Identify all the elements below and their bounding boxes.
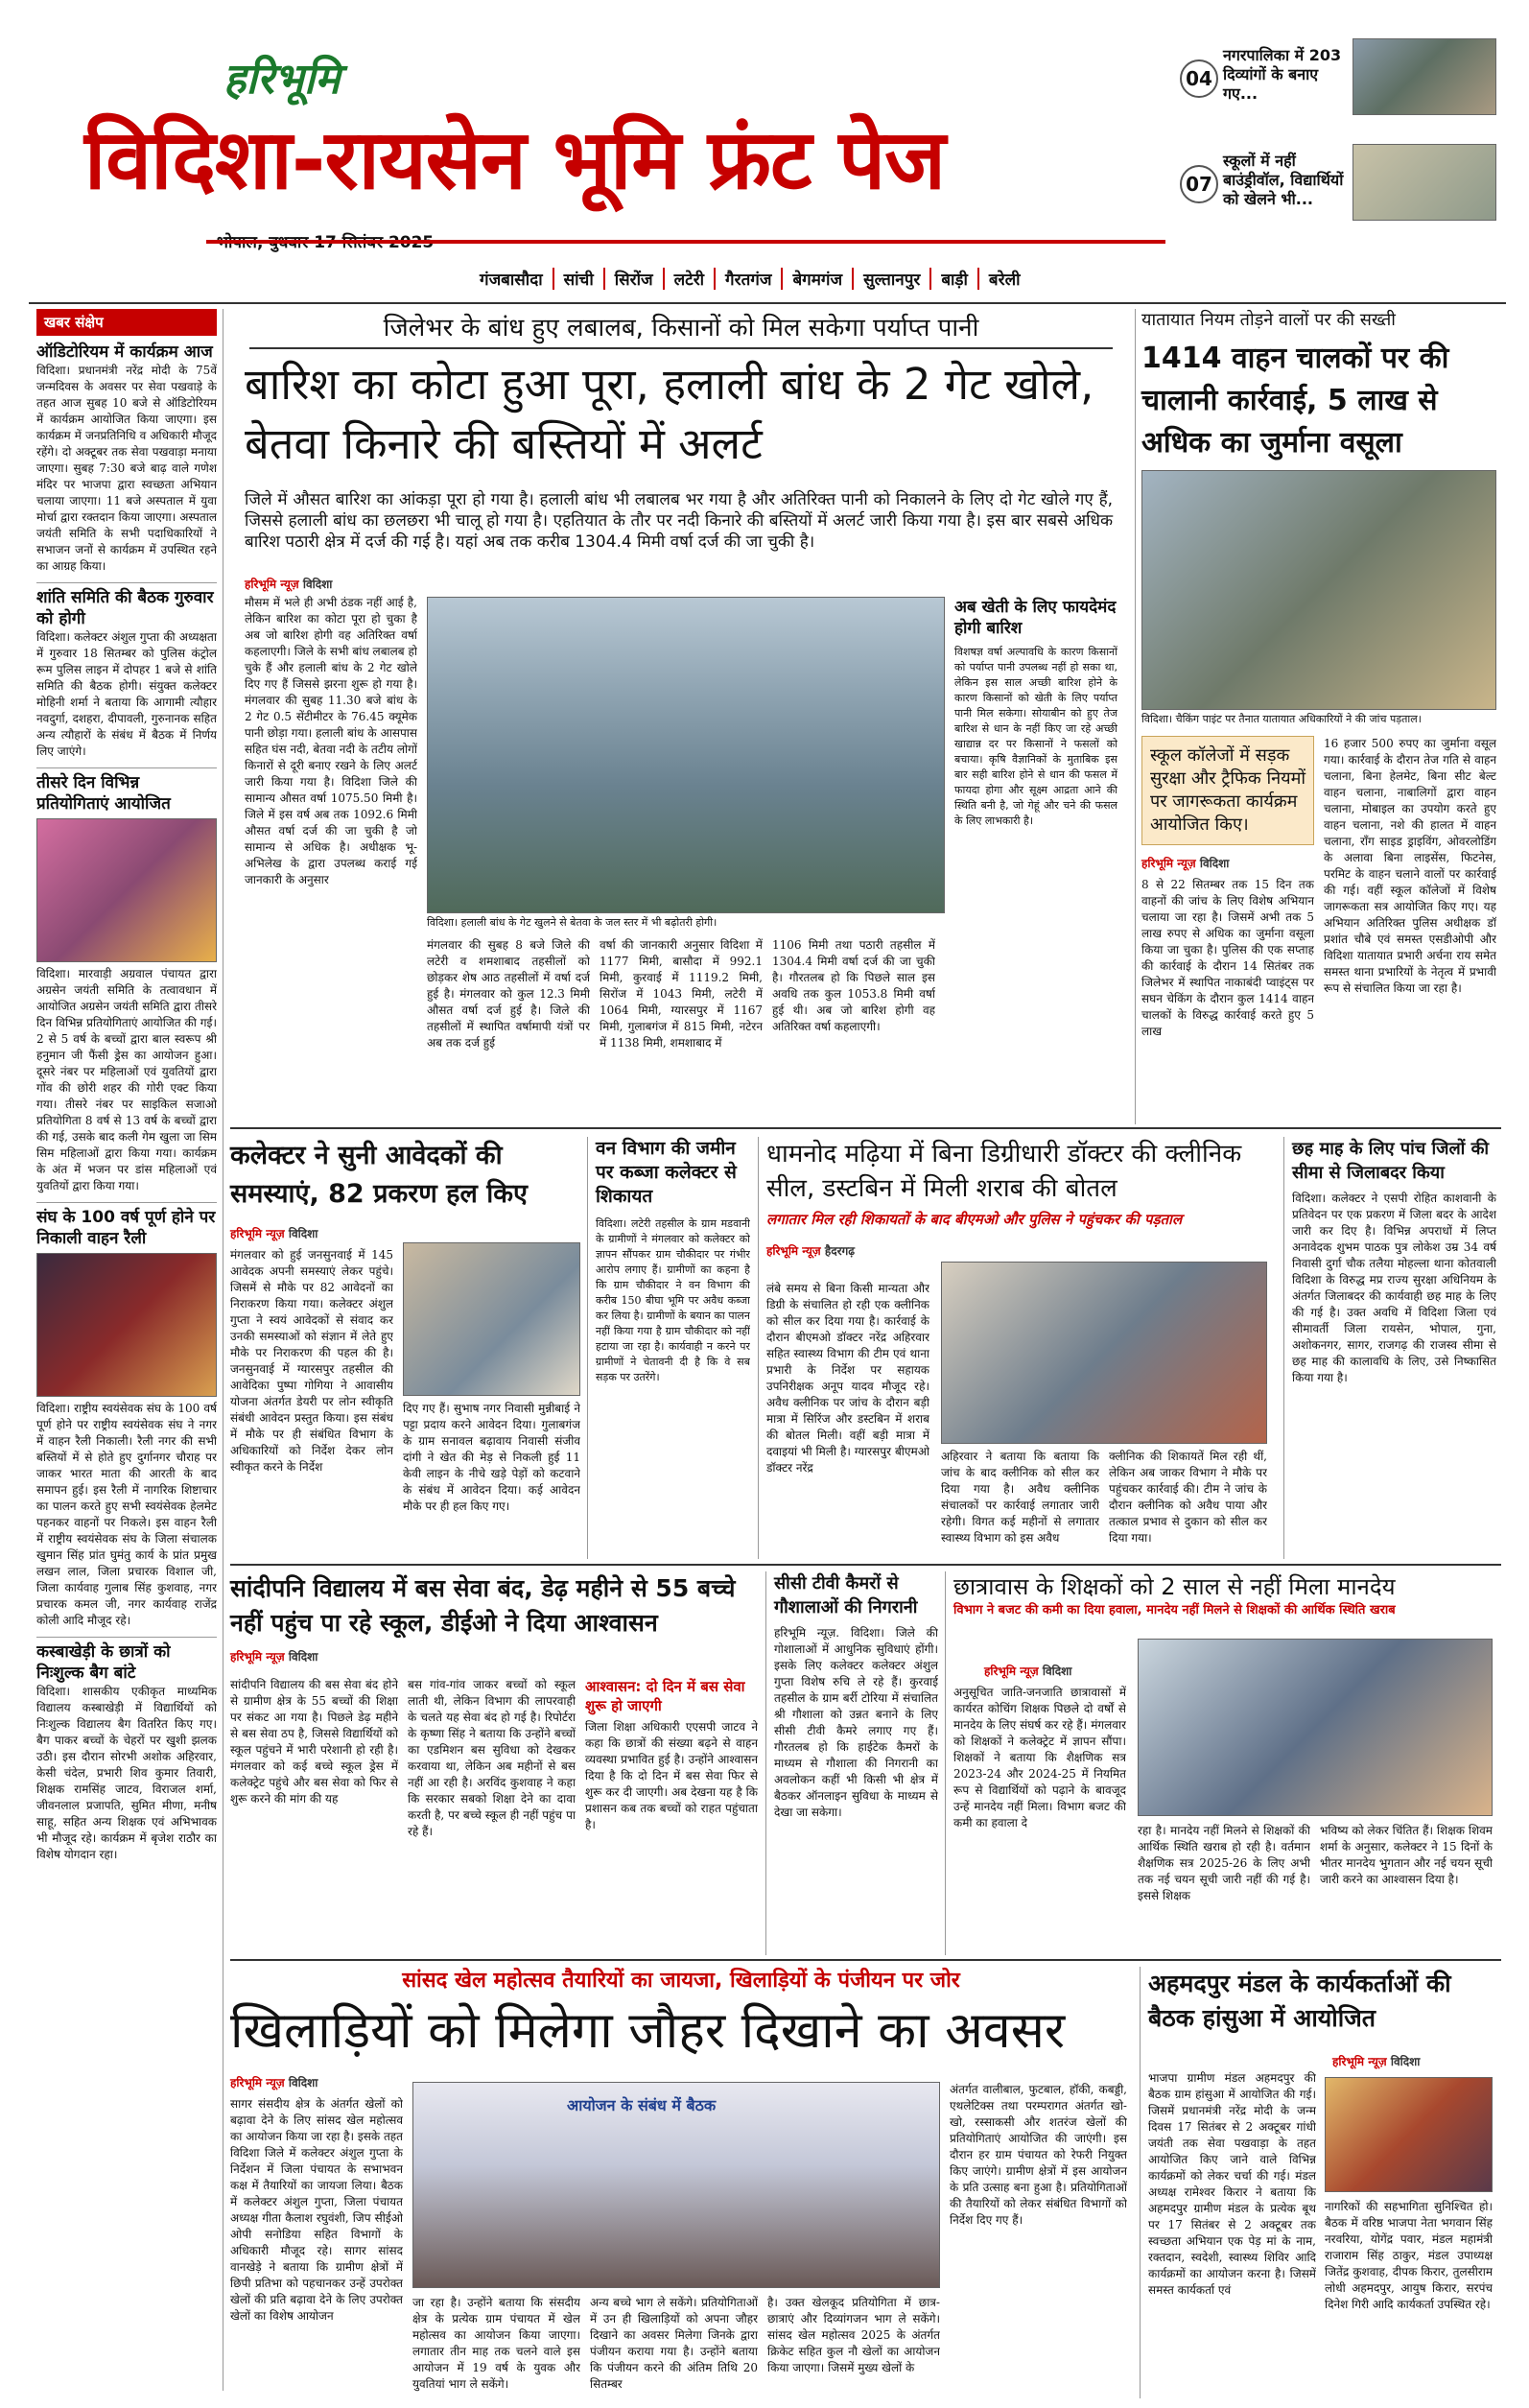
lead-intro: जिले में औसत बारिश का आंकड़ा पूरा हो गया है। हलाली बांध भी लबालब भर गया है और अतिरिक्त पानी को निकालने के लिए दो गेट खोले गए हैं, जिससे हलाली बांध का छलछरा भी चालू हो गया है। एहतियात के तौर पर नदी किनारे की बस्तियों में अलर्ट जारी किया गया है। इस बार सबसे अधिक बारिश पठारी क्षेत्र में दर्ज की गई है। यहां अब तक करीब 1304.4 मिमी वर्षा दर्ज की जा चुकी है। xyxy=(245,490,1113,552)
sidebar-item-3-body: विदिशा। मारवाड़ी अग्रवाल पंचायत द्वारा अग्रसेन जयंती समिति के तत्वावधान में आयोजित अग्रसेन जयंती समिति द्वारा तीसरे दिन विभिन्न प्रतियोगिताएं आयोजित की गई। 2 से 5 वर्ष के बच्चों द्वारा बाल स्वरूप श्री हनुमान जी फैंसी ड्रेस का आयोजन हुआ। दूसरे नंबर पर महिलाओं एवं युवतियों द्वारा गोंव की छोरी शहर की गोरी एक्ट किया गया। तीसरे नंबर पर साइकिल सजाओ प्रतियोगिता 8 वर्ष से 13 वर्ष के बच्चों द्वारा की गई, उसके बाद कली गेम खुला जा सिम सिम महिलाओं द्वारा किया गया। कार्यक्रम के अंत में भजन पर डांस महिलाओं एवं युवतियों द्वारा किया गया। xyxy=(36,967,217,1192)
forest-story xyxy=(587,1137,750,1559)
sidebar-tag: खबर संक्षेप xyxy=(36,309,217,336)
hostel-story xyxy=(945,1571,1496,1955)
lead-col1: मौसम में भले ही अभी ठंडक नहीं आई है, लेकिन बारिश का कोटा पूरा हो चुका है अब जो बारिश होगी वह अतिरिक्त वर्षा कहलाएगी। जिले के सभी बांध लबालब हो चुके हैं और हलाली बांध के 2 गेट खोले दिए गए हैं जिससे झरना शुरू हो गया है। मंगलवार की सुबह 11.30 बजे बांध के 2 गेट 0.5 सेंटीमीटर के 76.45 क्यूमेक पानी छोड़ा गया। हलाली बांध के आसपास सहित घंस नदी, बेतवा नदी के तटीय लोगों किनारों से दूरी बनाए रखने के लिए अलर्ट जारी किया गया है। विदिशा जिले की सामान्य औसत वर्षा 1075.50 मिमी है। जिले में इस वर्ष अब तक 1092.6 मिमी औसत वर्षा दर्ज की जा चुकी है जो सामान्य से अधिक है। अधीक्षक भू-अभिलेख के द्वारा उपलब्ध कराई गई जानकारी के अनुसार xyxy=(245,596,417,886)
teaser-2-photo xyxy=(1353,144,1496,221)
lead-col4: 1106 मिमी तथा पठारी तहसील में 1304.4 मिमी वर्षा दर्ज की जा चुकी है। गौरतलब हो कि पिछले साल इस अवधि तक कुल 1053.8 मिमी वर्षा हुई थी। अब जो बारिश होगी वह अतिरिक्त वर्षा कहलाएगी। xyxy=(772,938,935,1033)
bus-box-head: आश्वासन: दो दिन में बस सेवा शुरू हो जाएगी xyxy=(585,1678,745,1714)
row2-rule xyxy=(230,1127,1501,1129)
nav-item-gairatganj[interactable]: गैरतगंज xyxy=(716,268,783,290)
sidebar-photo-1 xyxy=(36,818,217,962)
nav-item-lateri[interactable]: लटेरी xyxy=(665,268,716,290)
hostel-byline-label: हरिभूमि न्यूज़ xyxy=(984,1664,1039,1678)
bus-story xyxy=(230,1571,758,1955)
sidebar-item-1-body: विदिशा। प्रधानमंत्री नरेंद्र मोदी के 75वें जन्मदिवस के अवसर पर सेवा पखवाड़े के तहत आज सुबह 10 बजे से ऑडिटोरियम में कार्यक्रम आयोजित किया जाएगा। इस कार्यक्रम में जनप्रतिनिधि व अधिकारी मौजूद रहेंगे। दो अक्टूबर तक सेवा पखवाड़ा मनाया जाएगा। सुबह 7:30 बजे बाढ़ वाले गणेश मंदिर पर भाजपा द्वारा स्वच्छता अभियान चलाया जाएगा। 11 बजे अस्पताल में युवा मोर्चा द्वारा रक्तदान किया जाएगा। अस्पताल जयंती समिति के सभी पदाधिकारियों ने सभाजन जनों से कार्यक्रम में उपस्थित रहने का आग्रह किया। xyxy=(36,364,217,573)
bus-col1: सांदीपनि विद्यालय की बस सेवा बंद होने से ग्रामीण क्षेत्र के 55 बच्चों की शिक्षा पर संकट आ गया है। पिछले डेढ़ महीने से बस सेवा ठप है, जिससे विद्यार्थियों को स्कूल पहुंचने में भारी परेशानी हो रही है। मंगलवार को कई बच्चे स्कूल ड्रेस में कलेक्ट्रेट पहुंचे और बस सेवा को फिर से शुरू करने की मांग की यह xyxy=(230,1678,398,1806)
sidebar-item-3-head: तीसरे दिन विभिन्न प्रतियोगिताएं आयोजित xyxy=(36,773,171,814)
ahmadpur-story xyxy=(1140,1967,1496,2398)
row4-rule xyxy=(230,1959,1501,1961)
sports-story xyxy=(230,1967,1132,2398)
collector-byline-label: हरिभूमि न्यूज़ xyxy=(230,1227,285,1240)
sports-kicker: सांसद खेल महोत्सव तैयारियों का जायजा, खिलाड़ियों के पंजीयन पर जोर xyxy=(402,1969,960,1993)
doctor-sub: लगातार मिल रही शिकायतों के बाद बीएमओ और पुलिस ने पहुंचकर की पड़ताल xyxy=(766,1211,1183,1228)
traffic-byline-place: विदिशा xyxy=(1199,857,1230,870)
cctv-story xyxy=(765,1571,938,1955)
nav-item-ganjbasoda[interactable]: गंजबासौदा xyxy=(470,268,554,290)
doctor-col2: अहिरवार ने बताया कि बताया कि जांच के बाद क्लीनिक को सील कर दिया गया है। अवैध क्लीनिक संचालकों पर कार्रवाई लगातार जारी रहेगी। विगत कई महीनों से लगातार स्वास्थ्य विभाग को इस अवैध xyxy=(941,1450,1099,1545)
ahmadpur-photo xyxy=(1325,2077,1493,2192)
sports-banner: आयोजन के संबंध में बैठक xyxy=(567,2096,717,2114)
doctor-col3: क्लीनिक की शिकायतें मिल रही थीं, लेकिन अब जाकर विभाग ने मौके पर पहुंचकर कार्रवाई की। टीम ने जांच के दौरान क्लीनिक को अवैध पाया और तत्काल प्रभाव से दुकान को सील कर दिया गया। xyxy=(1109,1450,1267,1545)
sports-photo xyxy=(412,2082,940,2288)
collector-byline xyxy=(230,1225,580,1241)
lead-photo xyxy=(427,597,945,913)
doctor-byline-place: हैदरगढ़ xyxy=(824,1244,856,1258)
doctor-byline xyxy=(766,1242,1276,1259)
doctor-byline-label: हरिभूमि न्यूज़ xyxy=(766,1244,821,1258)
collector-byline-place: विदिशा xyxy=(288,1227,318,1240)
nav-item-sultanpur[interactable]: सुल्तानपुर xyxy=(854,268,931,290)
sixmonth-body: विदिशा। कलेक्टर ने एसपी रोहित काशवानी के प्रतिवेदन पर एक प्रकरण में जिला बदर के आदेश जारी कर दिए है। विभिन्न अपराधों में लिप्त अनावेदक शुभम पाठक पुत्र लोकेश उम्र 34 वर्ष निवासी दुर्गा चौक तलैया मोहल्ला थाना कोतवाली विदिशा के विरुद्ध मप्र राज्य सुरक्षा अधिनियम के अंतर्गत जिलाबदर की कार्यवाही छह माह के लिए की गई है। उक्त अवधि में विदिशा जिला एवं सीमावर्ती जिला रायसेन, भोपाल, गुना, अशोकनगर, सागर, राजगढ़ की राजस्व सीमा से छह माह की कालावधि के लिए, उसे निष्कासित किया गया है। xyxy=(1292,1192,1496,1384)
sports-col4: है। उक्त खेलकूद प्रतियोगिता में छात्र-छात्राएं और दिव्यांगजन भाग ले सकेंगे। सांसद खेल महोत्सव 2025 के अंतर्गत क्रिकेट सहित कुल नौ खेलों का आयोजन किया जाएगा। जिसमें मुख्य खेलों के xyxy=(767,2296,940,2374)
hostel-col2: रहा है। मानदेय नहीं मिलने से शिक्षकों की आर्थिक स्थिति खराब हो रही है। वर्तमान शैक्षणिक सत्र 2025-26 के लिए अभी तक नई चयन सूची जारी नहीं की गई है। इससे शिक्षक xyxy=(1138,1824,1310,1902)
teaser-1-num: 04 xyxy=(1180,59,1218,98)
ahmadpur-byline xyxy=(1332,2053,1420,2069)
forest-headline: वन विभाग की जमीन पर कब्जा कलेक्टर से शिकायत xyxy=(596,1138,737,1207)
bus-box xyxy=(585,1677,758,1950)
sidebar-item-4-head: संघ के 100 वर्ष पूर्ण होने पर निकाली वाहन रैली xyxy=(36,1208,216,1248)
forest-body: विदिशा। लटेरी तहसील के ग्राम मडवानी के ग्रामीणों ने मंगलवार को कलेक्टर को ज्ञापन सौंपकर ग्राम चौकीदार पर गंभीर आरोप लगाए हैं। ग्रामीणों का कहना है कि ग्राम चौकीदार ने वन विभाग की करीब 150 बीघा भूमि पर अवैध कब्जा कर लिया है। ग्रामीणों के बयान का पालन नहीं किया गया है ग्राम चौकीदार को नहीं हटाया जा रहा है। कार्यवाही न करने पर ग्रामीणों ने चेतावनी दी है कि वे सब सड़क पर उतरेंगे। xyxy=(596,1217,750,1383)
collector-story xyxy=(230,1137,580,1559)
lead-byline-place: विदिशा xyxy=(302,578,333,591)
hostel-byline-place: विदिशा xyxy=(1042,1664,1072,1678)
ahmadpur-byline-label: हरिभूमि न्यूज़ xyxy=(1332,2055,1387,2068)
teaser-2-num: 07 xyxy=(1180,165,1218,203)
ahmadpur-col1: भाजपा ग्रामीण मंडल अहमदपुर की बैठक ग्राम हांसुआ में आयोजित की गई। जिसमें प्रधानमंत्री नरेंद्र मोदी के जन्म दिवस 17 सितंबर से 2 अक्टूबर गांधी जयंती तक सेवा पखवाड़ा के तहत आयोजित किए जाने वाले विभिन्न कार्यक्रमों को लेकर चर्चा की गई। मंडल अध्यक्ष रामेश्वर किरार ने बताया कि अहमदपुर ग्रामीण मंडल के प्रत्येक बूथ पर 17 सितंबर से 2 अक्टूबर तक स्वच्छता अभियान एक पेड़ मां के नाम, रक्तदान, स्वदेशी, स्वास्थ्य शिविर आदि कार्यक्रमों का आयोजन करना है। जिसमें समस्त कार्यकर्ता एवं xyxy=(1148,2071,1316,2297)
lead-story xyxy=(230,309,1127,1120)
doctor-story xyxy=(758,1137,1276,1559)
collector-headline: कलेक्टर ने सुनी आवेदकों की समस्याएं, 82 प्रकरण हल किए xyxy=(230,1141,528,1209)
bus-byline-label: हरिभूमि न्यूज़ xyxy=(230,1650,285,1664)
teaser-2-text: स्कूलों में नहीं बाउंड्रीवॉल, विद्यार्थियों को खेलने भी... xyxy=(1223,152,1344,208)
lead-side-body: विशषज्ञ वर्षा अल्पावधि के कारण किसानों को पर्याप्त पानी उपलब्ध नहीं हो सका था, लेकिन इस साल अच्छी बारिश होने के कारण किसानों को खेती के लिए पर्याप्त पानी मिल सकेगा। सोयाबीन को हुए तेज बारिश से धान के नहीं किए जा रहे अच्छी खाद्यान्न दर पर किसानों ने फसलों को बचाया। कृषि वैज्ञानिकों के मुताबिक इस बार सही बारिश होने से धान की फसल में फायदा होगा और सूक्ष्म आद्रता आने की स्थिति बनी है, जो गेहूं और चने की फसल के लिए लाभकारी है। xyxy=(954,646,1117,827)
traffic-caption: विदिशा। चैकिंग पाइंट पर तैनात यातायात अधिकारियों ने की जांच पड़ताल। xyxy=(1141,713,1422,725)
teaser-1[interactable] xyxy=(1180,38,1516,125)
traffic-kicker: यातायात नियम तोड़ने वालों पर की सख्ती xyxy=(1141,310,1396,330)
masthead-logo: हरिभूमि xyxy=(223,55,341,104)
lead-side-head: अब खेती के लिए फायदेमंद होगी बारिश xyxy=(954,598,1117,638)
sidebar-item-5-body: विदिशा। शासकीय एकीकृत माध्यमिक विद्यालय कस्बाखेड़ी में विद्यार्थियों को निःशुल्क विद्यालय बैग वितरित किए गए। बैग पाकर बच्चों के चेहरों पर खुशी झलक उठी। इस दौरान सोरभी अशोक अहिरवार, केसी चंदेल, प्रभारी शिव कुमार तिवारी, शिक्षक रामसिंह जाटव, विराजल शर्मा, जीवनलाल प्रजापति, सुमित मीणा, मनीष साहू, सहित अन्य शिक्षक एवं अभिभावक भी मौजूद रहे। कार्यक्रम में बृजेश राठौर का विशेष योगदान रहा। xyxy=(36,1685,217,1861)
collector-body: मंगलवार को हुई जनसुनवाई में 145 आवेदक अपनी समस्याएं लेकर पहुंचे। जिसमें से मौके पर 82 आवेदनों का निराकरण किया गया। कलेक्टर अंशुल गुप्ता ने स्वयं आवेदकों से संवाद कर उनकी समस्याओं को संज्ञान में लेते हुए मौके पर निराकरण की पहल की है। जनसुनवाई में ग्यारसपुर तहसील की आवेदिका पुष्पा गोगिया ने आवासीय योजना अंतर्गत डेयरी पर लोन स्वीकृति संबंधी आवेदन प्रस्तुत किया। इस संबंध में मौके पर ही संबंधित विभाग के अधिकारियों को निर्देश देकर लोन स्वीकृत करने के निर्देश xyxy=(230,1248,393,1474)
sixmonth-headline: छह माह के लिए पांच जिलों की सीमा से जिलाबदर किया xyxy=(1292,1139,1490,1183)
traffic-photo xyxy=(1141,470,1496,710)
teaser-2[interactable] xyxy=(1180,144,1516,230)
traffic-byline xyxy=(1141,855,1314,871)
doctor-photo xyxy=(941,1262,1267,1444)
lead-byline xyxy=(245,576,332,592)
lead-kicker: जिलेभर के बांध हुए लबालब, किसानों को मिल सकेगा पर्याप्त पानी xyxy=(249,309,1113,349)
sports-col5: अंतर्गत वालीबाल, फुटबाल, हॉकी, कबड्डी, एथलेटिक्स तथा परम्परागत अंतर्गत खो-खो, रस्साकसी और शतरंज खेलों की प्रतियोगिताएं आयोजित की जाएंगी। इस दौरान हर ग्राम पंचायत को रेफरी नियुक्त किए जाएंगे। ग्रामीण क्षेत्रों में इस आयोजन के प्रति उत्साह बना हुआ है। प्रतियोगिताओं की तैयारियों को लेकर संबंधित विभागों को निर्देश दिए गए हैं। xyxy=(950,2083,1127,2227)
nav-bar xyxy=(470,259,1487,297)
sidebar-item-2-body: विदिशा। कलेक्टर अंशुल गुप्ता की अध्यक्षता में गुरुवार 18 सितम्बर को पुलिस कंट्रोल रूम पुलिस लाइन में दोपहर 1 बजे से शांति समिति की बैठक होगी। संयुक्त कलेक्टर मोहिनी शर्मा ने बताया कि आगामी त्यौहार नवदुर्गा, दशहरा, दीपावली, गुरुनानक सहित अन्य त्यौहारों के संबंध में बैठक में निर्णय लिए जाएंगे। xyxy=(36,630,217,758)
nav-item-sanchi[interactable]: सांची xyxy=(554,268,605,290)
hostel-headline: छात्रावास के शिक्षकों को 2 साल से नहीं मिला मानदेय xyxy=(953,1573,1396,1600)
sidebar-item-1-head: ऑडिटोरियम में कार्यक्रम आज xyxy=(36,342,213,362)
sports-headline: खिलाड़ियों को मिलेगा जौहर दिखाने का अवसर xyxy=(230,2002,1066,2060)
hostel-col3: भविष्य को लेकर चिंतित हैं। शिक्षक शिवम शर्मा के अनुसार, कलेक्टर ने 15 दिनों के भीतर मानदेय भुगतान और नई चयन सूची जारी करने का आश्वासन दिया है। xyxy=(1320,1824,1493,1886)
cctv-headline: सीसी टीवी कैमरों से गौशालाओं की निगरानी xyxy=(774,1573,918,1617)
hostel-photo xyxy=(1138,1639,1493,1816)
lead-headline: बारिश का कोटा हुआ पूरा, हलाली बांध के 2 गेट खोले, बेतवा किनारे की बस्तियों में अलर्ट xyxy=(245,359,1094,469)
traffic-box: स्कूल कॉलेजों में सड़क सुरक्षा और ट्रैफिक नियमों पर जागरूकता कार्यक्रम आयोजित किए। xyxy=(1141,736,1314,845)
nav-item-badi[interactable]: बाड़ी xyxy=(931,268,979,290)
bus-box-body: जिला शिक्षा अधिकारी एएसपी जाटव ने कहा कि छात्रों की संख्या बढ़ने से वाहन व्यवस्था प्रभावित हुई है। उन्होंने आश्वासन दिया है कि दो दिन में बस सेवा फिर से शुरू कर दी जाएगी। अब देखना यह है कि प्रशासन कब तक बच्चों को राहत पहुंचाता है। xyxy=(585,1720,758,1831)
doctor-col1: लंबे समय से बिना किसी मान्यता और डिग्री के संचालित हो रही एक क्लीनिक को सील कर दिया गया है। कार्रवाई के दौरान बीएमओ डॉक्टर नरेंद्र अहिरवार सहित स्वास्थ्य विभाग की टीम एवं थाना प्रभारी के निर्देश पर सहायक उपनिरीक्षक अनूप यादव मौजूद रहे। अवैध क्लीनिक पर जांच के दौरान बड़ी मात्रा में सिरिंज और डस्टबिन में शराब की बोतल मिली। वहीं बड़ी मात्रा में दवाइयां भी मिली है। ग्यारसपुर बीएमओ डॉक्टर नरेंद्र xyxy=(766,1282,929,1475)
sports-col1: सागर संसदीय क्षेत्र के अंतर्गत खेलों को बढ़ावा देने के लिए सांसद खेल महोत्सव का आयोजन किया जा रहा है। इसके तहत विदिशा जिले में कलेक्टर अंशुल गुप्ता के निर्देशन में जिला पंचायत के सभाभवन कक्ष में तैयारियों का जायजा लिया। बैठक में कलेक्टर अंशुल गुप्ता, जिला पंचायत अध्यक्ष गीता कैलाश रघुवंशी, जिप सीईओ ओपी सनोडिया सहित विभागों के अधिकारी मौजूद रहे। सागर सांसद वानखेड़े ने बताया कि ग्रामीण क्षेत्रों में छिपी प्रतिभा को पहचानकर उन्हें उपरोक्त खेलों की प्रति बढ़ावा देने के लिए उपरोक्त खेलों का विशेष आयोजन xyxy=(230,2097,403,2323)
sidebar-item-4-body: विदिशा। राष्ट्रीय स्वयंसेवक संघ के 100 वर्ष पूर्ण होने पर राष्ट्रीय स्वयंसेवक संघ ने नगर में वाहन रैली निकाली। रैली नगर की सभी बस्तियों में से होते हुए दुर्गानगर चौराह पर जाकर भारत माता की आरती के बाद समापन हुई। इस रैली में नागरिक शिष्टाचार का पालन करते हुए सभी स्वयंसेवक हेलमेट पहनकर वाहनों पर निकले। इस वाहन रैली में राष्ट्रीय स्वयंसेवक संघ के जिला संचालक खुमान सिंह प्रांत घुमंतु कार्य के प्रांत प्रमुख लखन लाल, जिला प्रचारक विशाल जी, जिला कार्यवाह गुलाब सिंह कुशवाह, नगर प्रचारक कमल जी, नगर कार्यवाह राजेंद्र कोली आदि मौजूद रहे। xyxy=(36,1402,217,1627)
bus-headline: सांदीपनि विद्यालय में बस सेवा बंद, डेढ़ महीने से 55 बच्चे नहीं पहुंच पा रहे स्कूल, डीईओ ने दिया आश्वासन xyxy=(230,1574,736,1637)
sidebar-photo-2 xyxy=(36,1253,217,1397)
ahmadpur-headline: अहमदपुर मंडल के कार्यकर्ताओं की बैठक हांसुआ में आयोजित xyxy=(1148,1970,1451,2032)
ahmadpur-byline-place: विदिशा xyxy=(1390,2055,1421,2068)
ahmadpur-col2: नागरिकों की सहभागिता सुनिश्चित हो। बैठक में वरिष्ठ भाजपा नेता भगवान सिंह नरवरिया, योगेंद्र पवार, मंडल महामंत्री राजाराम सिंह ठाकुर, मंडल उपाध्यक्ष जितेंद्र कुशवाह, दीपक किरार, तुलसीराम लोधी अहमदपुर, आयुष किरार, सरपंच दिनेश गिरी आदि कार्यकर्ता उपस्थित रहे। xyxy=(1325,2200,1493,2311)
collector-body-2: दिए गए हैं। सुभाष नगर निवासी मुन्नीबाई ने पट्टा प्रदाय करने आवेदन दिया। गुलाबगंज के ग्राम सनावल बढ़ावाय निवासी संजीव दांगी ने खेत की मेड़ से निकली हुई 11 केवी लाइन के नीचे खड़े पेड़ों को कटवाने के संबंध में आवेदन दिया। कई आवेदन मौके पर ही हल किए गए। xyxy=(403,1402,580,1513)
masthead xyxy=(84,43,1168,273)
traffic-story xyxy=(1141,309,1496,1124)
doctor-headline: धामनोद मढ़िया में बिना डिग्रीधारी डॉक्टर की क्लीनिक सील, डस्टबिन में मिली शराब की बोतल xyxy=(766,1140,1242,1203)
traffic-byline-label: हरिभूमि न्यूज़ xyxy=(1141,857,1196,870)
masthead-title: विदिशा-रायसेन भूमि फ्रंट पेज xyxy=(84,112,945,208)
sports-byline-place: विदिशा xyxy=(288,2076,318,2089)
bus-col2: बस गांव-गांव जाकर बच्चों को स्कूल लाती थी, लेकिन विभाग की लापरवाही के चलते यह सेवा बंद हो गई है। रिपोर्टरा के कृष्णा सिंह ने बताया कि उन्होंने बच्चों का एडमिशन बस सुविधा को देखकर करवाया था, लेकिन अब महीनों से बस नहीं आ रही है। अरविंद कुशवाह ने कहा कि सरकार सबको शिक्षा देने का दावा करती है, पर बच्चे स्कूल ही नहीं पहुंच पा रहे हैं। xyxy=(408,1678,576,1838)
sidebar-item-2-head: शांति समिति की बैठक गुरुवार को होगी xyxy=(36,588,214,628)
nav-item-sironj[interactable]: सिरोंज xyxy=(605,268,665,290)
sidebar-item-5-head: कस्बाखेड़ी के छात्रों को निःशुल्क बैग बांटे xyxy=(36,1642,171,1683)
teaser-1-text: नगरपालिका में 203 दिव्यांगों के बनाए गए... xyxy=(1223,46,1342,103)
traffic-body-2: 8 से 22 सितम्बर तक 15 दिन तक वाहनों की जांच के लिए विशेष अभियान चलाया जा रहा है। जिसमें अभी तक 5 लाख रुपए से अधिक का जुर्माना वसूला किया जा चुका है। पुलिस की एक सप्ताह की कार्रवाई के दौरान 14 सितंबर तक जिलेभर में स्थापित नाकाबंदी प्वाइंट्स पर सघन चेकिंग के दौरान कुल 1414 वाहन चालकों के विरुद्ध कार्रवाई करते हुए 5 लाख xyxy=(1141,878,1314,1038)
traffic-headline: 1414 वाहन चालकों पर की चालानी कार्रवाई, 5 लाख से अधिक का जुर्माना वसूला xyxy=(1141,342,1449,460)
nav-item-bareli[interactable]: बरेली xyxy=(988,270,1021,290)
sixmonth-story xyxy=(1283,1137,1496,1559)
bus-byline xyxy=(230,1648,758,1664)
sports-col2: जा रहा है। उन्होंने बताया कि संसदीय क्षेत्र के प्रत्येक ग्राम पंचायत में खेल महोत्सव का आयोजन किया जाएगा। लगातार तीन माह तक चलने वाले इस आयोजन में 19 वर्ष के युवक और युवतियां भाग ले सकेंगे। xyxy=(412,2296,580,2391)
teaser-1-photo xyxy=(1353,38,1496,115)
nav-rule xyxy=(29,302,1506,304)
sidebar xyxy=(36,309,217,2391)
sports-byline-label: हरिभूमि न्यूज़ xyxy=(230,2076,285,2089)
lead-right-divider xyxy=(1135,309,1136,1124)
lead-col2: मंगलवार की सुबह 8 बजे जिले की लटेरी व शमशाबाद तहसीलों को छोड़कर शेष आठ तहसीलों में वर्षा दर्ज हुई है। मंगलवार को कुल 12.3 मिमी औसत वर्षा दर्ज हुई है। जिले की तहसीलों में स्थापित वर्षामापी यंत्रों पर अब तक दर्ज हुई xyxy=(427,938,590,1050)
sports-col3: अन्य बच्चे भाग ले सकेंगे। प्रतियोगिताओं में उन ही खिलाड़ियों को अपना जौहर दिखाने का अवसर मिलेगा जिनके द्वारा पंजीयन कराया गया है। उन्होंने बताया कि पंजीयन करने की अंतिम तिथि 20 सितम्बर xyxy=(590,2296,758,2391)
bus-byline-place: विदिशा xyxy=(288,1650,318,1664)
traffic-body-1: 16 हजार 500 रुपए का जुर्माना वसूल गया। कार्रवाई के दौरान तेज गति से वाहन चलाना, बिना हेलमेट, बिना सीट बेल्ट वाहन चलाना, नाबालिगों द्वारा वाहन चलाना, मोबाइल का उपयोग करते हुए वाहन चलाना, नशे की हालत में वाहन चलाना, रॉंग साइड ड्राइविंग, ओवरलोडिंग के अलावा बिना लाइसेंस, फिटनेस, परमिट के वाहन चलाने वालों पर कार्रवाई की गई। वहीं स्कूल कॉलेजों में विशेष जागरूकता सत्र आयोजित किए गए। यह अभियान अतिरिक्त पुलिस अधीक्षक डॉ प्रशांत चौबे एवं समस्त एसडीओपी और विदिशा यातायात प्रभारी अर्चना राय समेत समस्त थाना प्रभारियों के नेतृत्व में प्रभावी रूप से संचालित किया जा रहा है। xyxy=(1324,737,1496,995)
collector-photo xyxy=(403,1242,580,1396)
lead-photo-caption: विदिशा। हलाली बांध के गेट खुलने से बेतवा के जल स्तर में भी बढ़ोतरी होगी। xyxy=(427,916,717,929)
hostel-byline xyxy=(984,1663,1071,1679)
cctv-body: हरिभूमि न्यूज़. विदिशा। जिले की गोशालाओं में आधुनिक सुविधाएं होंगी। इसके लिए कलेक्टर कलेक्टर अंशुल गुप्ता विशेष रुचि ले रहे हैं। कुरवाई तहसील के ग्राम बर्री टोरिया में संचालित श्री गौशाला को उन्नत बनाने के लिए सीसी टीवी कैमरे लगाए गए हैं। गौरतलब हो कि हाईटेक कैमरों के माध्यम से गौशाला की निगरानी का अवलोकन कहीं भी किसी भी क्षेत्र में बैठकर ऑनलाइन सुविधा के माध्यम से देखा जा सकेगा। xyxy=(774,1626,938,1819)
nav-item-begamganj[interactable]: बेगमगंज xyxy=(783,268,854,290)
row3-rule xyxy=(230,1564,1501,1566)
lead-byline-label: हरिभूमि न्यूज़ xyxy=(245,578,299,591)
hostel-sub: विभाग ने बजट की कमी का दिया हवाला, मानदेय नहीं मिलने से शिक्षकों की आर्थिक स्थिति खराब xyxy=(953,1603,1396,1617)
masthead-rule xyxy=(206,240,1165,244)
hostel-col1: अनुसूचित जाति-जनजाति छात्रावासों में कार्यरत कोचिंग शिक्षक पिछले दो वर्षों से मानदेय के लिए संघर्ष कर रहे हैं। मंगलवार को शिक्षकों ने कलेक्ट्रेट में ज्ञापन सौंपा। शिक्षकों ने बताया कि शैक्षणिक सत्र 2023-24 और 2024-25 में नियमित रूप से विद्यार्थियों को पढ़ाने के बावजूद उन्हें मानदेय नहीं मिला। विभाग बजट की कमी का हवाला दे xyxy=(953,1686,1126,1830)
lead-col3: वर्षा की जानकारी अनुसार विदिशा में 1177 मिमी, बासौदा में 992.1 मिमी, कुरवाई में 1119.2 मिमी, सिरोंज में 1043 मिमी, लटेरी में 1064 मिमी, ग्यारसपुर में 1167 मिमी, गुलाबगंज में 815 मिमी, नटेरन में 1138 मिमी, शमशाबाद में xyxy=(600,938,763,1050)
